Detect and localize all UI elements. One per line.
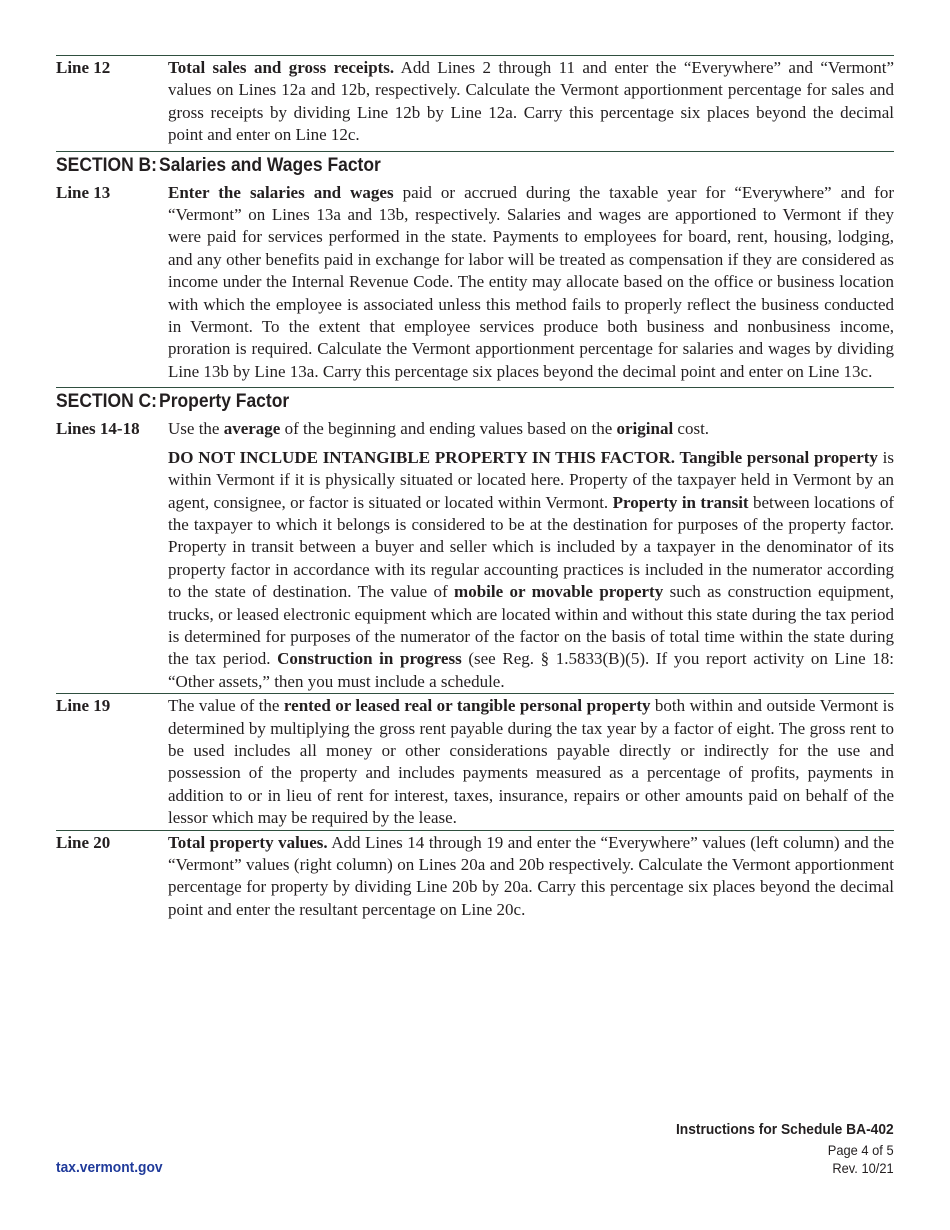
- website-link[interactable]: tax.vermont.gov: [56, 1159, 163, 1176]
- section-b-title: Salaries and Wages Factor: [159, 154, 381, 176]
- line-19-text: The value of the rented or leased real or tangible personal property both within and outside Vermont is determined by multiplying the gross rent payable during the tax year by a factor of eight. The gross rent to be used includes all money or other considerations payable directly or indirectly for the use and possession of the property and includes payments measured as a percentage of profits, payments in addition to or in lieu of rent for interest, taxes, insurance, repairs or other amounts paid on behalf of the lessor which may be required by the lease.: [168, 696, 894, 828]
- line-20-label: Line 20: [56, 832, 111, 852]
- line-13-heading: Enter the salaries and wages: [168, 182, 394, 202]
- line-12-text: [168, 57, 894, 147]
- section-b-label: SECTION B:: [56, 154, 157, 176]
- line-20-entry: [56, 831, 894, 922]
- line-13-label: Line 13: [56, 182, 111, 202]
- line-13-text: [168, 182, 894, 384]
- footer-title: Instructions for Schedule BA-402: [676, 1121, 894, 1138]
- lines-14-18-text: [168, 418, 894, 693]
- line-12-entry: [56, 56, 894, 147]
- lines-14-18-label: Lines 14-18: [56, 419, 140, 439]
- section-c-title: Property Factor: [159, 391, 290, 413]
- footer-revision: Rev. 10/21: [832, 1160, 894, 1176]
- lines-14-18-entry: [56, 417, 894, 693]
- line-13-body: paid or accrued during the taxable year for “Everywhere” and for “Vermont” on Lines 13a and 13b, respectively. Salaries and wages are apportioned to Vermont if they were paid for services performed in the state. Payments to employees for board, rent, housing, lodging, and any other benefits paid in exchange for labor will be treated as compensation if they are considered as income under the Internal Revenue Code. The entity may allocate based on the office or business location with which the employee is associated unless this method fails to properly reflect the business conducted in Vermont. To the extent that employee services produce both business and nonbusiness income, proration is required. Calculate the Vermont apportionment percentage for salaries and wages by dividing Line 13b by Line 13a. Carry this percentage six places beyond the decimal point and enter on Line 13c.: [168, 182, 894, 381]
- line-20-heading: Total property values.: [168, 832, 328, 852]
- lines-14-18-paragraph-1: Use the average of the beginning and ending values based on the original cost.: [168, 419, 710, 439]
- line-13-entry: [56, 181, 894, 384]
- section-c-label: SECTION C:: [56, 391, 157, 413]
- section-c-heading: [56, 388, 827, 417]
- footer-page-number: Page 4 of 5: [828, 1142, 894, 1158]
- line-12-label: Line 12: [56, 58, 111, 77]
- line-12-heading: Total sales and gross receipts.: [168, 58, 395, 77]
- instructions-page: [56, 55, 894, 921]
- line-20-body: Add Lines 14 through 19 and enter the “Everywhere” values (left column) and the “Vermont” values (right column) on Lines 20a and 20b respectively. Calculate the Vermont apportionment percentage for property by dividing Line 20b by 20a. Carry this percentage six places beyond the decimal point and enter the resultant percentage on Line 20c.: [168, 832, 894, 919]
- line-20-text: [168, 832, 894, 922]
- page-footer: [56, 1120, 894, 1180]
- line-19-entry: [56, 694, 894, 829]
- section-b-heading: [56, 152, 827, 181]
- line-12-body: Add Lines 2 through 11 and enter the “Everywhere” and “Vermont” values on Lines 12a and 12b, respectively. Calculate the Vermont apportionment percentage for sales and gross receipts by dividing Line 12b by Line 12a. Carry this percentage six places beyond the decimal point and enter on Line 12c.: [168, 58, 895, 145]
- line-19-label: Line 19: [56, 696, 111, 716]
- lines-14-18-paragraph-2: DO NOT INCLUDE INTANGIBLE PROPERTY IN THIS FACTOR. Tangible personal property is within Vermont if it is physically situated or located here. Property of the taxpayer held in Vermont by an agent, consignee, or factor is situated or located within Vermont. Property in transit between locations of the taxpayer to which it belongs is considered to be at the destination for purposes of the property factor. Property in transit between a buyer and seller which is included by a taxpayer in the denominator of its property factor in accordance with its regular accounting practices is included in the numerator according to the state of destination. The value of mobile or movable property such as construction equipment, trucks, or leased electronic equipment which are located within and without this state during the tax period is determined for purposes of the numerator of the factor on the basis of total time within the state during the tax period. Construction in progress (see Reg. § 1.5833(B)(5). If you report activity on Line 18: “Other assets,” then you must include a schedule.: [168, 447, 894, 691]
